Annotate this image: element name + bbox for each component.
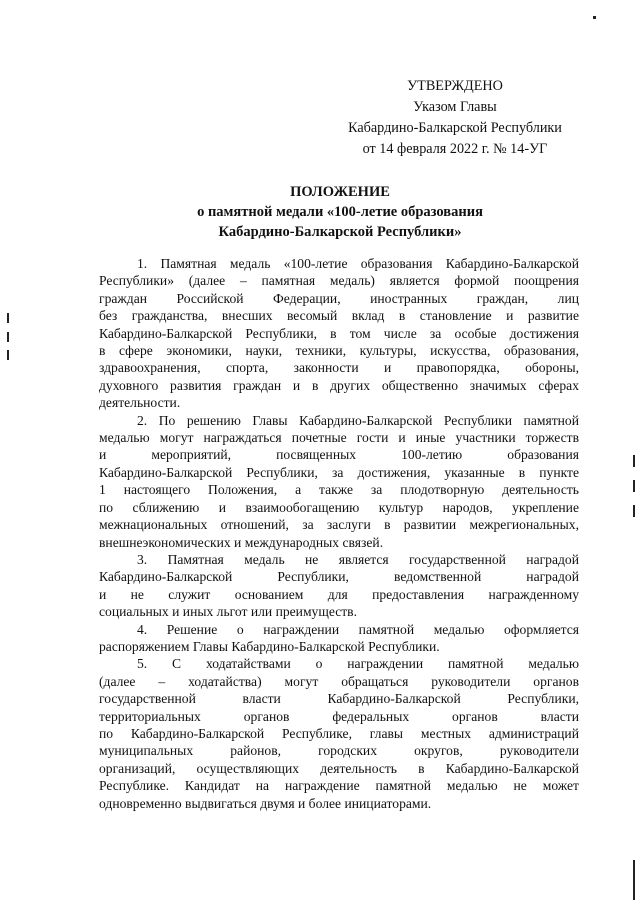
text-line: распоряжением Главы Кабардино-Балкарской Республики.	[99, 638, 440, 654]
text-line: Кабардино-Балкарской Республики, ведомственной наградой	[99, 569, 579, 585]
text-line: территориальных органов федеральных органов власти	[99, 708, 579, 724]
text-line: государственной власти Кабардино-Балкарской Республики,	[99, 691, 579, 707]
text-line: 5. С ходатайствами о награждении памятной медалью	[137, 656, 579, 672]
text-line: в сфере экономики, науки, техники, культуры, искусства, образования,	[99, 343, 579, 359]
paragraph-5	[99, 655, 579, 812]
text-line: без гражданства, внесших весомый вклад в становление и развитие	[99, 308, 579, 324]
text-line: и не служит основанием для предоставления награжденному	[99, 586, 579, 602]
text-line: Республики» (далее – памятная медаль) является формой поощрения	[99, 273, 579, 289]
text-line: (далее – ходатайства) могут обращаться руководители органов	[99, 673, 579, 689]
text-line: муниципальных районов, городских округов, руководители	[99, 743, 579, 759]
text-line: социальных и иных льгот или преимуществ.	[99, 604, 357, 620]
text-line: и мероприятий, посвященных 100-летию образования	[99, 447, 579, 463]
text-line: медалью могут награждаться почетные гости и иные участники торжеств	[99, 430, 579, 446]
text-line: духовного развития граждан и в других общественно значимых сферах	[99, 377, 579, 393]
scan-mark	[633, 505, 635, 517]
title-line-1: ПОЛОЖЕНИЕ	[290, 184, 390, 200]
text-line: по Кабардино-Балкарской Республике, главы местных администраций	[99, 725, 579, 741]
text-line: Кабардино-Балкарской Республики, в том числе за особые достижения	[99, 325, 579, 341]
title-line-3: Кабардино-Балкарской Республики»	[218, 224, 462, 240]
text-line: 3. Памятная медаль не является государственной наградой	[137, 551, 579, 567]
text-line: внешнеэкономических и международных связей.	[99, 534, 384, 550]
text-line: 1 настоящего Положения, а также за плодотворную деятельность	[99, 482, 579, 498]
text-line: Республике. Кандидат на награждение памятной медалью не может	[99, 778, 579, 794]
scan-mark	[7, 350, 9, 360]
approval-stamp	[330, 76, 580, 160]
approval-decree: Указом Главы	[413, 99, 497, 115]
scan-mark	[7, 313, 9, 323]
scan-mark	[7, 332, 9, 342]
text-line: Кабардино-Балкарской Республики, за достижения, указанные в пункте	[99, 464, 579, 480]
approval-heading: УТВЕРЖДЕНО	[407, 78, 503, 94]
approval-republic: Кабардино-Балкарской Республики	[348, 120, 562, 136]
scan-mark	[633, 455, 635, 467]
scan-mark	[633, 860, 635, 900]
text-line: здравоохранения, спорта, законности и правопорядка, обороны,	[99, 360, 579, 376]
text-line: 4. Решение о награждении памятной медалью оформляется	[137, 621, 579, 637]
scan-mark	[633, 480, 635, 492]
document-title	[120, 182, 560, 242]
text-line: одновременно выдвигаться двумя и более инициаторами.	[99, 795, 432, 811]
text-line: организаций, осуществляющих деятельность в Кабардино-Балкарской	[99, 760, 579, 776]
paragraph-1	[99, 255, 579, 412]
text-line: 2. По решению Главы Кабардино-Балкарской Республики памятной	[137, 412, 579, 428]
text-line: межнациональных отношений, за заслуги в развитии межрегиональных,	[99, 517, 579, 533]
text-line: 1. Памятная медаль «100-летие образования Кабардино-Балкарской	[137, 256, 579, 271]
text-line: по сближению и взаимообогащению культур народов, укрепление	[99, 499, 579, 515]
paragraph-4	[99, 621, 579, 656]
document-body	[99, 255, 579, 812]
paragraph-3	[99, 551, 579, 621]
title-line-2: о памятной медали «100-летие образования	[197, 204, 483, 220]
text-line: граждан Российской Федерации, иностранных граждан, лиц	[99, 290, 579, 306]
paragraph-2	[99, 412, 579, 551]
approval-date: от 14 февраля 2022 г. № 14-УГ	[362, 141, 548, 157]
text-line: деятельности.	[99, 395, 181, 411]
scan-mark	[593, 16, 596, 19]
